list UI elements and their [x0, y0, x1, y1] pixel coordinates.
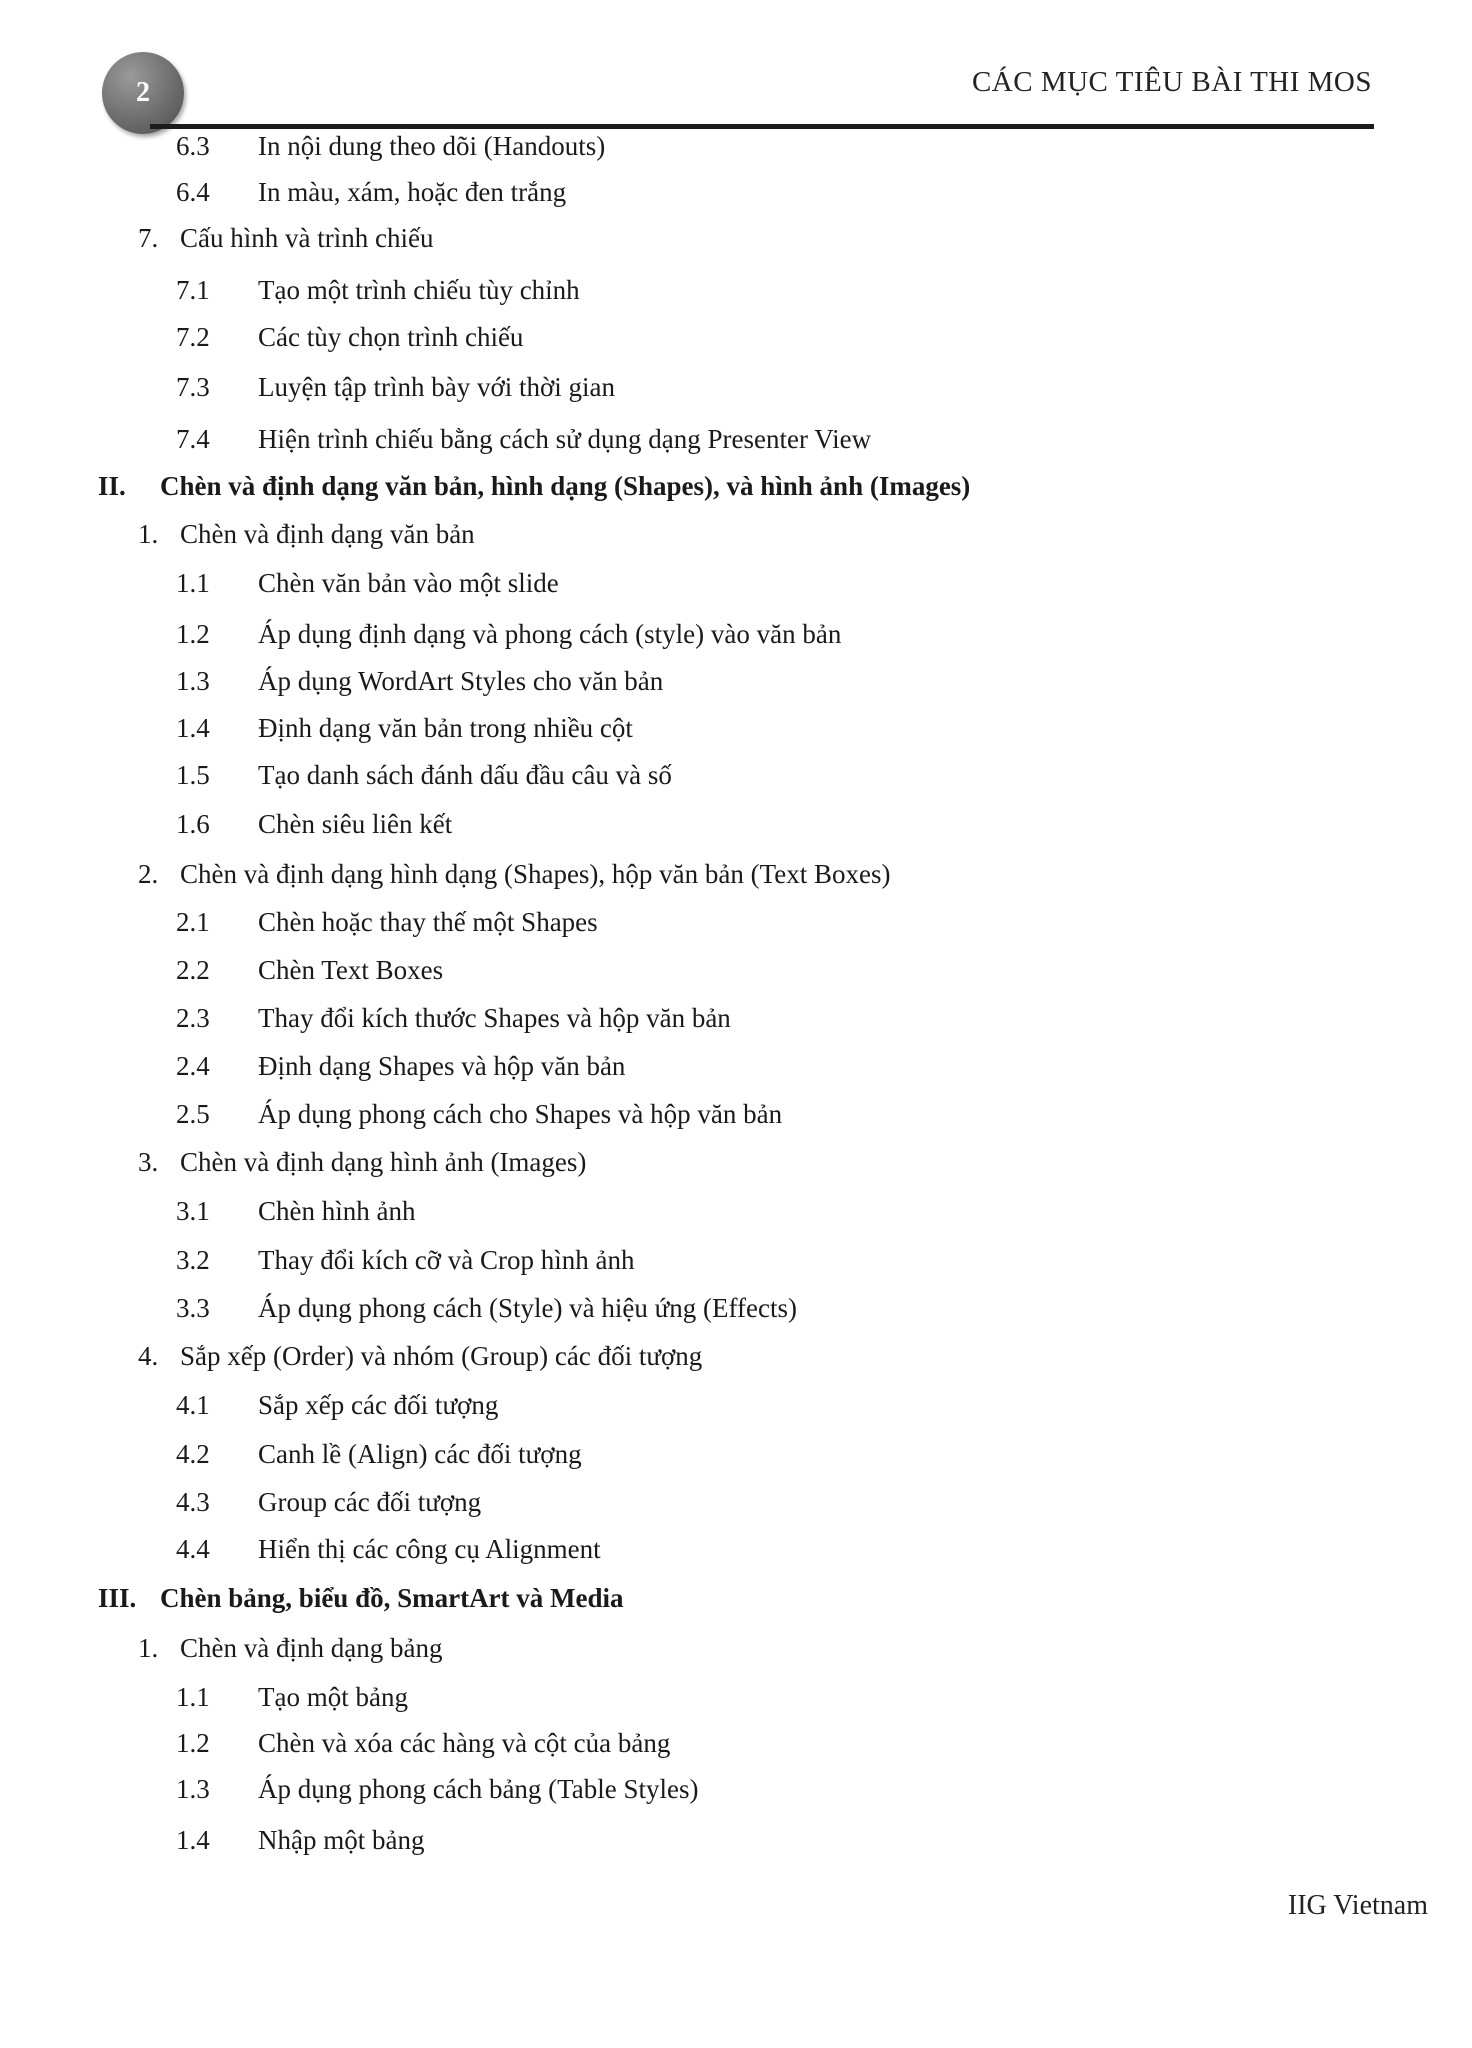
toc-item-number: 7.3 [176, 372, 210, 402]
toc-item-text: Tạo một trình chiếu tùy chỉnh [258, 275, 580, 305]
toc-item-text: Sắp xếp các đối tượng [258, 1390, 499, 1420]
toc-item-text: Chèn văn bản vào một slide [258, 568, 559, 598]
toc-item-number: 1. [138, 1633, 159, 1663]
toc-item-number: 1. [138, 519, 159, 549]
toc-item-number: 4.1 [176, 1390, 210, 1420]
toc-item-text: In màu, xám, hoặc đen trắng [258, 177, 567, 207]
toc-item-text: Luyện tập trình bày với thời gian [258, 372, 615, 402]
toc-item-text: Chèn và định dạng hình dạng (Shapes), hộp văn bản (Text Boxes) [180, 859, 891, 889]
toc-item-text: Canh lề (Align) các đối tượng [258, 1439, 582, 1469]
page-number-badge [102, 52, 184, 134]
footer-publisher: IIG Vietnam [1287, 1890, 1428, 1921]
toc-item-number: 2.4 [176, 1051, 210, 1081]
toc-item-text: Chèn và xóa các hàng và cột của bảng [258, 1728, 671, 1758]
toc-item-number: 7.2 [176, 322, 210, 352]
toc-item-text: Hiện trình chiếu bằng cách sử dụng dạng Presenter View [258, 424, 872, 454]
toc-item-number: 1.2 [176, 1728, 210, 1758]
toc-item-number: 3.1 [176, 1196, 210, 1226]
toc-item-text: Áp dụng phong cách cho Shapes và hộp văn bản [258, 1099, 783, 1129]
toc-item-number: 1.3 [176, 1774, 210, 1804]
toc-item-number: 2.2 [176, 955, 210, 985]
toc-item-number: 1.1 [176, 568, 210, 598]
toc-item-text: Chèn hoặc thay thế một Shapes [258, 907, 598, 937]
toc-item-number: 1.1 [176, 1682, 210, 1712]
toc-item-text: Chèn siêu liên kết [258, 809, 453, 839]
toc-item-number: 4.3 [176, 1487, 210, 1517]
header-rule [150, 124, 1374, 129]
toc-item-number: 2. [138, 859, 159, 889]
toc-item-number: 7.1 [176, 275, 210, 305]
toc-item-text: Thay đổi kích thước Shapes và hộp văn bản [258, 1003, 731, 1033]
toc-item-number: 3.3 [176, 1293, 210, 1323]
toc-item-text: Chèn và định dạng hình ảnh (Images) [180, 1147, 587, 1177]
toc-item-text: Tạo danh sách đánh dấu đầu câu và số [258, 760, 672, 790]
toc-item-text: Group các đối tượng [258, 1487, 482, 1517]
toc-item-text: Hiển thị các công cụ Alignment [258, 1534, 601, 1564]
toc-item-number: 3. [138, 1147, 159, 1177]
toc-item-text: Định dạng văn bản trong nhiều cột [258, 713, 633, 743]
toc-item-number: 2.1 [176, 907, 210, 937]
page-number: 2 [136, 77, 150, 108]
toc-item-text: Chèn bảng, biểu đồ, SmartArt và Media [160, 1583, 624, 1613]
toc-item-number: 1.6 [176, 809, 210, 839]
toc-item-text: Chèn Text Boxes [258, 955, 444, 985]
toc-item-number: 6.3 [176, 131, 210, 161]
toc-item-text: Các tùy chọn trình chiếu [258, 322, 524, 352]
toc-item-number: 1.4 [176, 713, 210, 743]
toc-item-number: III. [98, 1583, 137, 1613]
toc-item-text: Nhập một bảng [258, 1825, 425, 1855]
toc-item-number: II. [98, 471, 126, 501]
toc-item-number: 7.4 [176, 424, 210, 454]
running-header-title: CÁC MỤC TIÊU BÀI THI MOS [971, 66, 1372, 98]
toc-item-number: 1.5 [176, 760, 210, 790]
toc-item-text: Tạo một bảng [258, 1682, 408, 1712]
toc-item-number: 7. [138, 223, 159, 253]
toc-item-text: Áp dụng phong cách bảng (Table Styles) [258, 1774, 699, 1804]
toc-item-text: Áp dụng định dạng và phong cách (style) vào văn bản [258, 619, 842, 649]
toc-item-text: Chèn và định dạng bảng [180, 1633, 443, 1663]
toc-item-number: 4.2 [176, 1439, 210, 1469]
toc-item-number: 1.4 [176, 1825, 210, 1855]
toc-item-number: 4. [138, 1341, 159, 1371]
toc-item-text: In nội dung theo dõi (Handouts) [258, 131, 606, 161]
toc-item-text: Chèn và định dạng văn bản [180, 519, 475, 549]
toc-item-text: Áp dụng phong cách (Style) và hiệu ứng (Effects) [258, 1293, 797, 1323]
toc-item-text: Định dạng Shapes và hộp văn bản [258, 1051, 626, 1081]
toc-item-number: 1.2 [176, 619, 210, 649]
toc-item-number: 2.3 [176, 1003, 210, 1033]
toc-item-number: 1.3 [176, 666, 210, 696]
toc-item-text: Áp dụng WordArt Styles cho văn bản [258, 666, 664, 696]
toc-item-text: Sắp xếp (Order) và nhóm (Group) các đối tượng [180, 1341, 703, 1371]
toc-item-number: 2.5 [176, 1099, 210, 1129]
toc-item-number: 4.4 [176, 1534, 210, 1564]
toc-item-text: Chèn và định dạng văn bản, hình dạng (Shapes), và hình ảnh (Images) [160, 471, 971, 501]
toc-item-text: Cấu hình và trình chiếu [180, 223, 434, 253]
toc-item-number: 3.2 [176, 1245, 210, 1275]
toc-item-text: Chèn hình ảnh [258, 1196, 416, 1226]
toc-item-text: Thay đổi kích cỡ và Crop hình ảnh [258, 1245, 635, 1275]
toc-item-number: 6.4 [176, 177, 210, 207]
